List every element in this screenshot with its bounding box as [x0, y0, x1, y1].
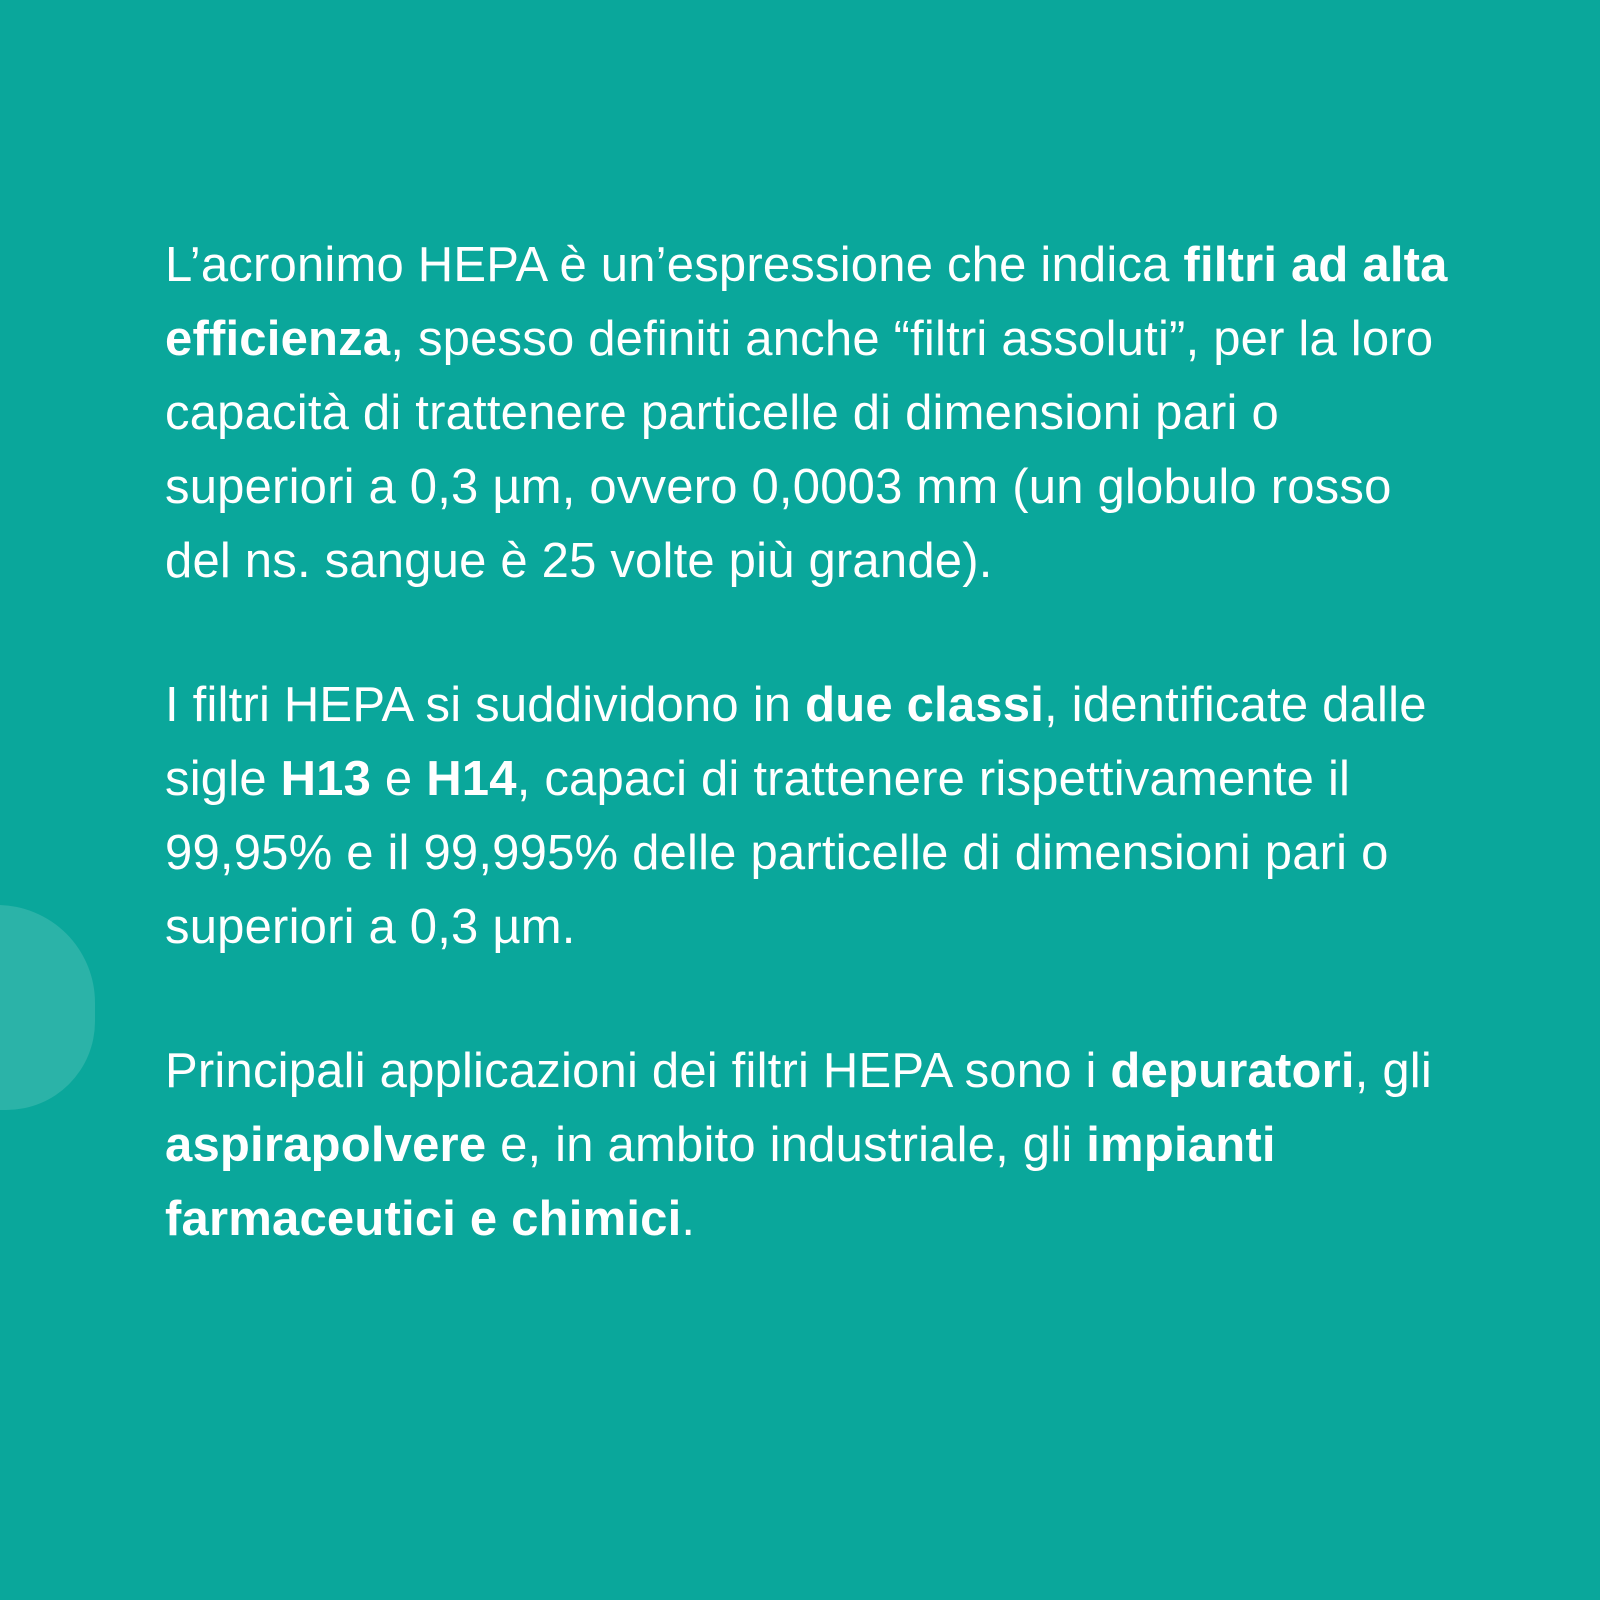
body-text: , gli — [1354, 1044, 1432, 1098]
emphasis-text: H14 — [426, 752, 517, 806]
emphasis-text: due classi — [805, 678, 1045, 732]
emphasis-text: impianti farmaceutici e chimici — [165, 1118, 1276, 1246]
paragraph-2 — [165, 668, 1455, 964]
body-text: e — [371, 752, 427, 806]
body-text: , spesso definiti anche “filtri assoluti”, per la loro capacità di trattenere particelle di dimensioni pari o superiori a 0,3 µm, ovvero 0,0003 mm (un globulo rosso del ns. sangue è 25 volte più grande). — [165, 312, 1434, 588]
paragraph-3 — [165, 1034, 1455, 1256]
body-text: , capaci di trattenere rispettivamente il 99,95% e il 99,995% delle particelle di dimensioni pari o superiori a 0,3 µm. — [165, 752, 1389, 954]
body-text: e, in ambito industriale, gli — [486, 1118, 1087, 1172]
body-text: Principali applicazioni dei filtri HEPA sono i — [165, 1044, 1111, 1098]
body-text: I filtri HEPA si suddividono in — [165, 678, 806, 732]
emphasis-text: aspirapolvere — [165, 1118, 487, 1172]
emphasis-text: filtri ad alta efficienza — [165, 238, 1448, 366]
decorative-blob — [0, 905, 95, 1110]
body-text: . — [681, 1192, 696, 1246]
paragraph-1 — [165, 228, 1455, 598]
emphasis-text: depuratori — [1110, 1044, 1355, 1098]
body-text: , identificate dalle sigle — [165, 678, 1427, 806]
body-text: L’acronimo HEPA è un’espressione che indica — [165, 238, 1184, 292]
emphasis-text: H13 — [280, 752, 372, 806]
text-body — [165, 228, 1465, 1256]
